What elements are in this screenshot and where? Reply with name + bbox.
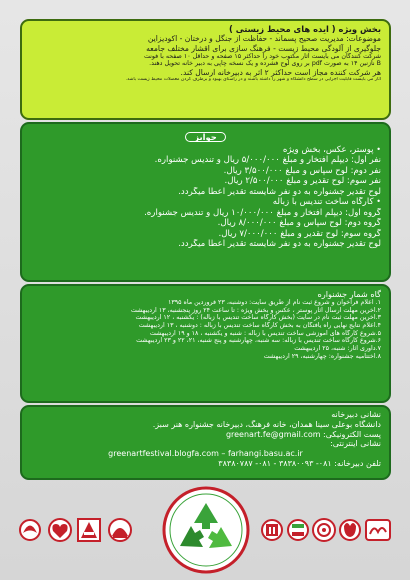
timeline-item: ۳.آخرین مهلت ثبت نام در سایت (بخش کارگاه ساخت تندیس با زباله) : یکشنبه ، ۱۲ اردیبهشت — [135, 314, 381, 322]
prize-line: گروه سوم: لوح تقدیر و مبلغ ۷/۰۰۰/۰۰۰ ریال. — [218, 228, 381, 239]
email-row — [30, 430, 381, 440]
email-label: پست الکترونیکی: — [323, 429, 381, 439]
email-link[interactable]: greenart.fe@gmail.com — [225, 429, 321, 439]
prize-line: گروه دوم: لوح سپاس و مبلغ ۸/۰۰۰/۰۰۰ ریال. — [217, 218, 381, 229]
website-label: نشانی اینترنتی: — [330, 439, 381, 449]
timeline-item: ۲.آخرین مهلت ارسال آثار پوستر ، عکس و بخش ویژه : تا ساعت ۲۴ روز پنجشنبه، ۱۳ اردیبهشت — [130, 306, 381, 314]
prize-line: نفر دوم: لوح سپاس و مبلغ ۳/۵۰۰/۰۰۰ ریال. — [223, 165, 381, 176]
emblem-logo — [78, 519, 100, 541]
address-title: نشانی دبیرخانه — [331, 410, 381, 419]
address-box — [20, 405, 391, 480]
special-section-line: موضوعات: مدیریت صحیح پسماند - حفاظت از جنگل و درختان - اکودیزاین — [147, 34, 381, 44]
timeline-box — [20, 284, 391, 403]
sponsor-logos — [18, 486, 394, 576]
heart-logo — [49, 519, 71, 541]
prize-line: • پوستر، عکس، بخش ویژه — [282, 145, 381, 155]
timeline-item: ۸.اختتامیه جشنواره: چهارشنبه، ۲۹ اردیبهشت — [263, 352, 381, 360]
timeline-item: ۴.اعلام نتایج نهایی راه یافتگان به بخش کارگاه ساخت تندیس با زباله : دوشنبه ، ۱۳ اردیبهشت — [138, 322, 381, 330]
recycle-logo — [164, 488, 248, 572]
special-section-note: آثار می بایست قابلیت اجرایی در سطح دانشگاه و شهر را داشته باشند و در راستای بهبود و برطرف کردن معضلات محیط زیست باشد. — [125, 77, 381, 83]
special-section-title: بخش ویژه ( ایده های محیط زیستی ) — [228, 24, 381, 34]
phone-text: تلفن دبیرخانه: ۰۸۱- ۳۸۳۸۰۰۹۳ - ۰۸۱- ۳۸۳۸۰۷۸۷ — [218, 458, 381, 468]
prize-line: نفر اول: دیپلم افتخار و مبلغ ۵/۰۰۰/۰۰۰ ریال و تندیس جشنواره. — [154, 155, 381, 166]
timeline-item: ۶.شروع کارگاه ساخت تندیس با زباله: سه شنبه، چهارشنبه و پنج شنبه، ۲۱، ۲۲ و ۲۳ اردیبهشت — [136, 337, 381, 345]
website-link[interactable]: greenartfestival.blogfa.com – farhangi.basu.ac.ir — [108, 449, 303, 458]
address-text: دانشگاه بوعلی سینا همدان، خانه فرهنگ، دبیرخانه جشنواره هنر سبز. — [152, 419, 381, 429]
prizes-box — [20, 122, 391, 282]
sponsor-logos-graphic — [18, 486, 394, 576]
prize-line: لوح تقدیر جشنواره به دو نفر شایسته تقدیر اعطا میگردد. — [178, 186, 381, 197]
prize-line: • کارگاه ساخت تندیس با زباله — [272, 197, 381, 208]
flag-logo — [288, 520, 308, 540]
prizes-heading: جوایز — [185, 132, 226, 142]
special-section-line: هر شرکت کننده مجاز است حداکثر ۲ اثر به دبیرخانه ارسال کند. — [180, 68, 381, 78]
prize-line: لوح تقدیر جشنواره به دو نفر شایسته تقدیر اعطا میگردد. — [178, 239, 381, 250]
tulip-logo — [340, 520, 360, 540]
calligraphy-logo — [366, 520, 390, 540]
prize-line: نفر سوم: لوح تقدیر و مبلغ ۲/۵۰۰/۰۰۰ ریال. — [224, 176, 381, 187]
special-section-box — [20, 19, 391, 120]
timeline-item: ۵.شروع کارگاه های آموزشی ساخت تندیس با زباله : شنبه و یکشنبه ، ۱۸ و ۱۹ اردیبهشت — [149, 329, 381, 337]
special-section-line: جلوگیری از آلودگی محیط زیست - فرهنگ سازی برای اقشار مختلف جامعه — [146, 43, 381, 53]
building-logo — [262, 520, 282, 540]
special-section-line: B نازنین ۱۴ به صورت pdf بر روی لوح فشرده و یک نسخه چاپی به دبیر خانه تحویل دهند. — [149, 60, 381, 68]
timeline-title: گاه شمار جشنواره — [317, 289, 381, 299]
dome-logo — [109, 519, 131, 541]
prize-line: گروه اول: دیپلم افتخار و مبلغ ۱۰/۰۰۰/۰۰۰ ریال و تندیس جشنواره. — [144, 207, 381, 218]
special-section-line: شرکت کنندگان می بایست آثار مکتوب خود را حداکثر ۱۵ صفحه و حداقل ۱۰ صفحه با فونت — [143, 52, 381, 60]
timeline-item: ۷.داوری آثار: شنبه، ۲۵ اردیبهشت — [294, 345, 381, 353]
timeline-item: ۱. اعلام فراخوان و شروع ثبت نام از طریق سایت: دوشنبه، ۲۳ فروردین ماه ۱۳۹۵ — [168, 299, 381, 306]
seal-logo — [313, 519, 335, 541]
lotus-logo — [20, 520, 40, 540]
